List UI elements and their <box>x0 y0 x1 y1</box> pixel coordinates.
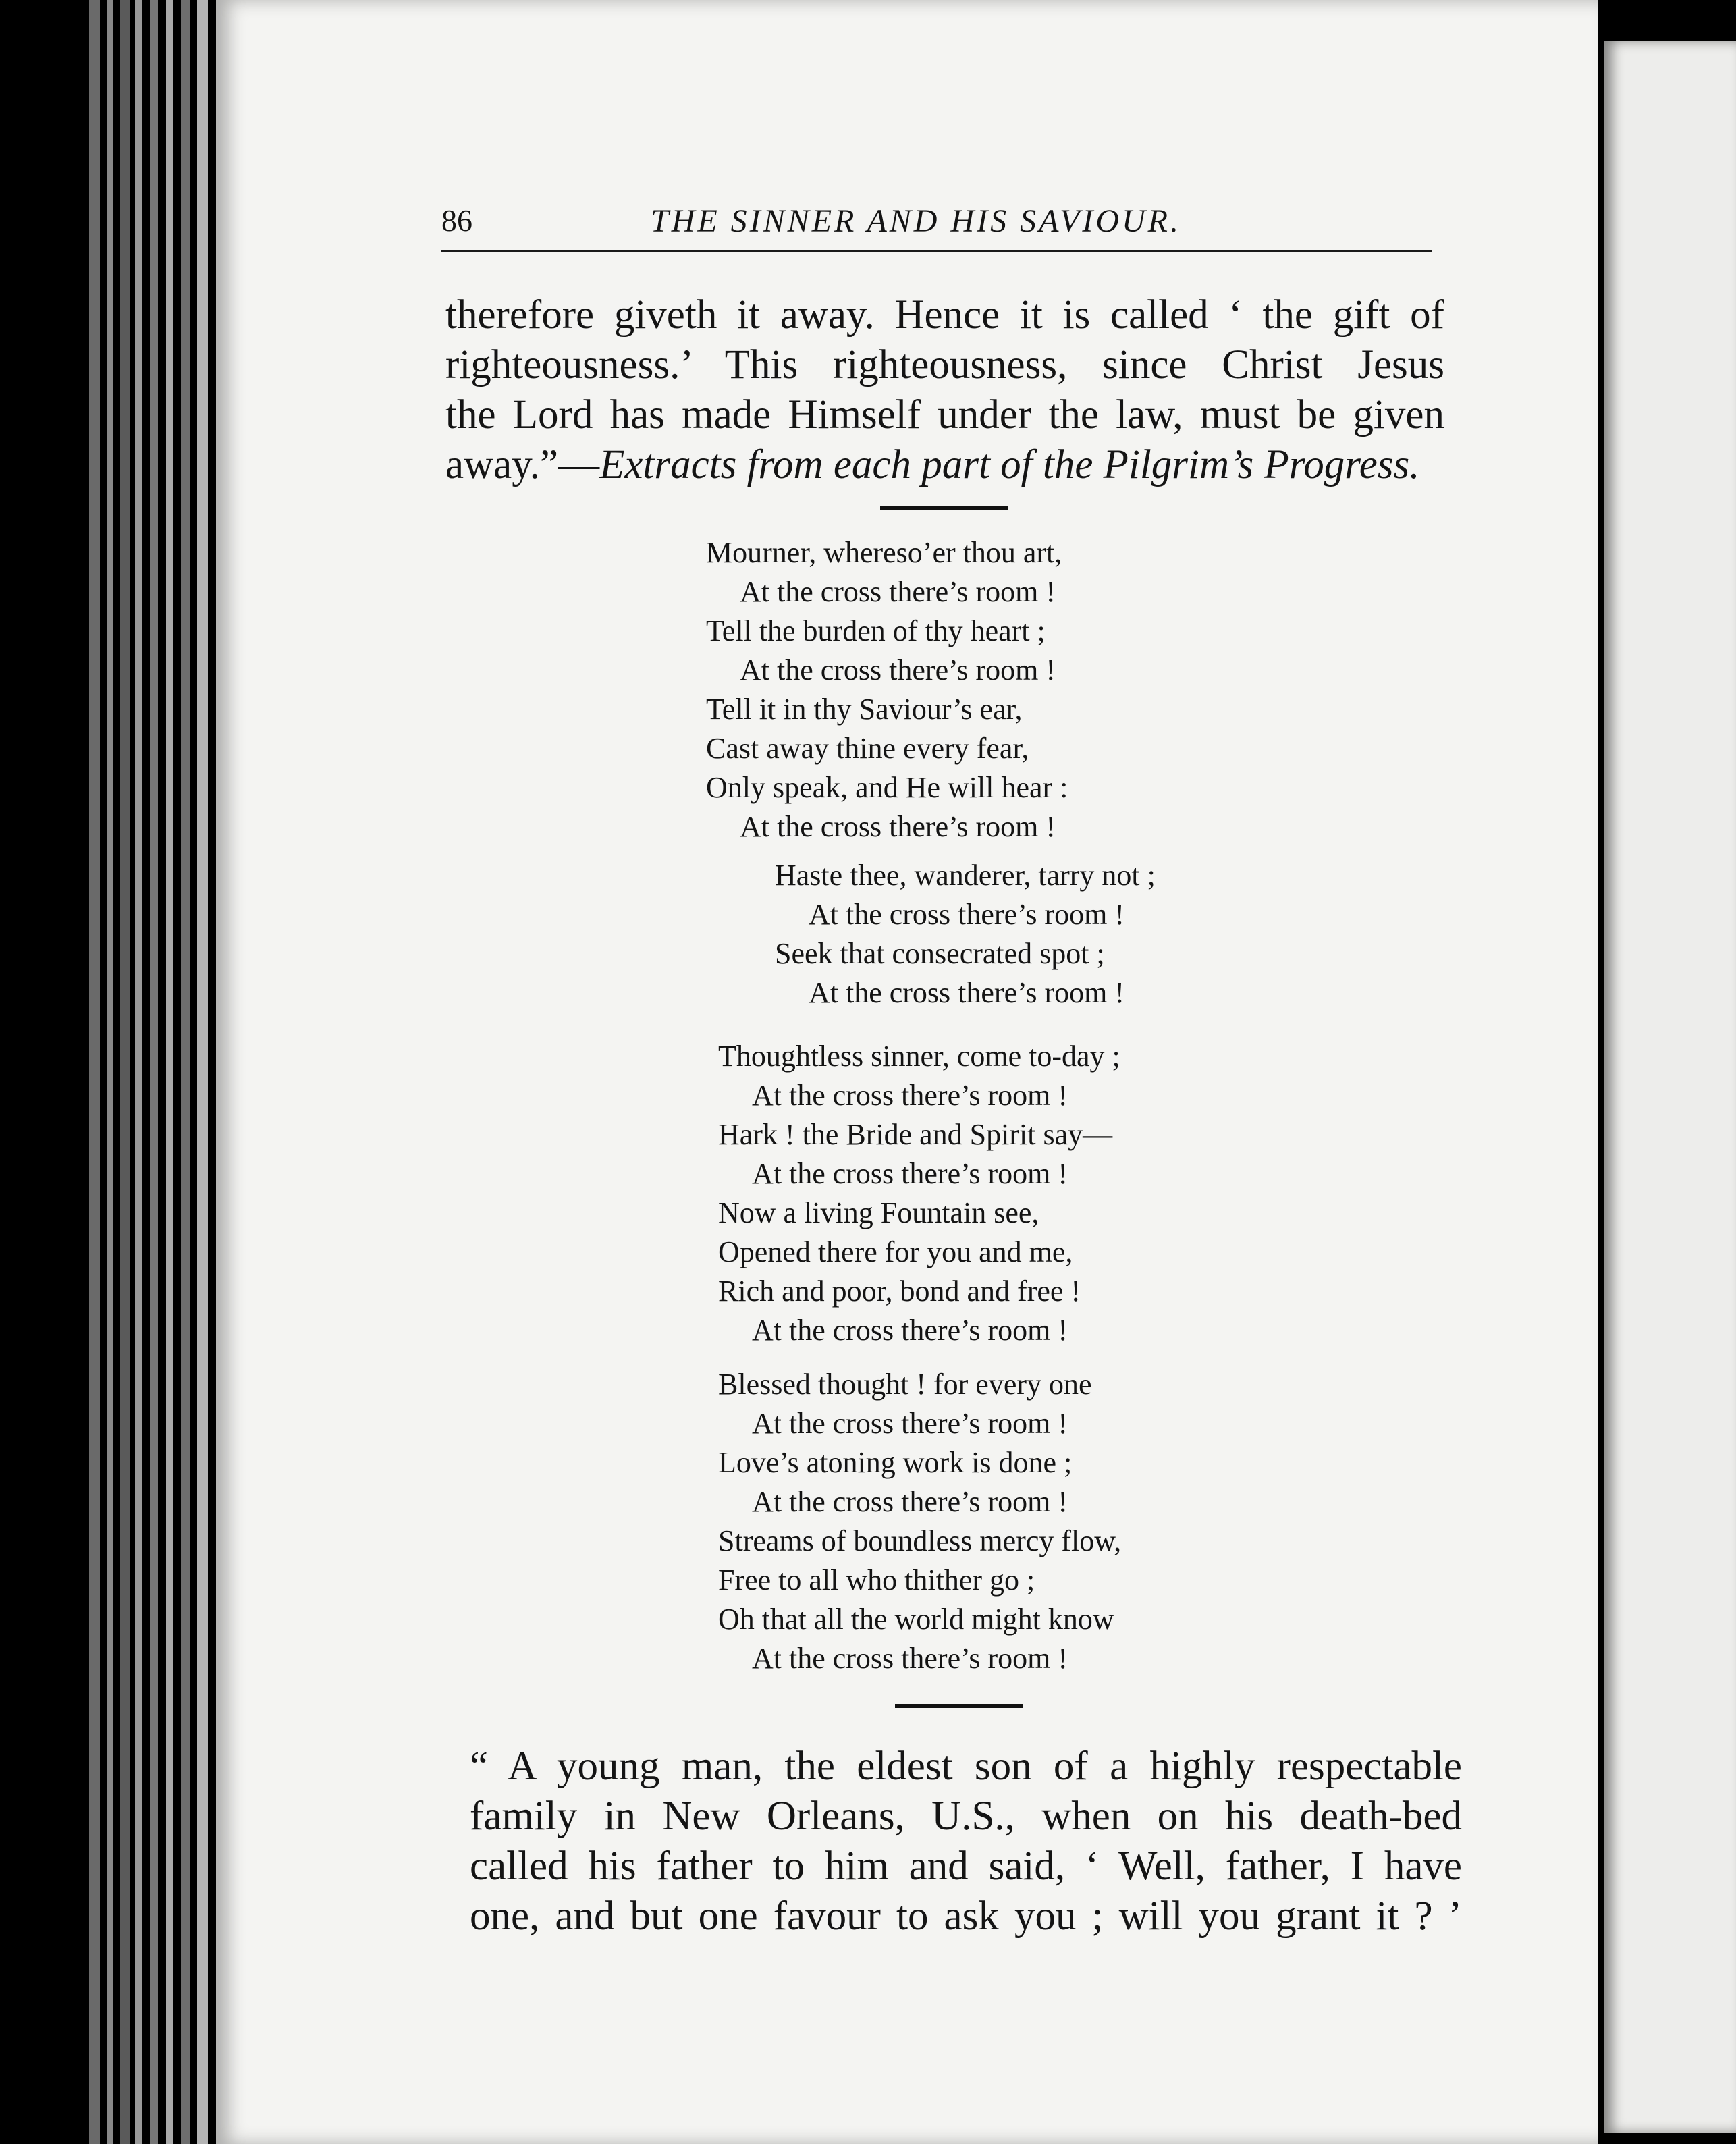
verse-line: Free to all who thither go ; <box>718 1563 1035 1597</box>
verse-line: Opened there for you and me, <box>718 1235 1073 1268</box>
hymn-stanza <box>718 1037 1120 1350</box>
page-number: 86 <box>441 203 472 238</box>
page-edge <box>166 0 173 2144</box>
page-header <box>441 203 1434 257</box>
page-edge <box>120 0 130 2144</box>
hymn-stanza <box>775 856 1156 1013</box>
verse-line: At the cross there’s room ! <box>809 976 1124 1009</box>
verse-line: Oh that all the world might know <box>718 1603 1114 1636</box>
header-rule <box>441 250 1432 252</box>
paragraph-line: righteousness.’ This righteousness, since Christ Jesus <box>445 342 1444 387</box>
section-separator <box>895 1704 1023 1708</box>
verse-line: Thoughtless sinner, come to-day ; <box>718 1040 1120 1073</box>
page-edge <box>181 0 190 2144</box>
verse-line: At the cross there’s room ! <box>752 1079 1068 1112</box>
verse-line: Cast away thine every fear, <box>706 732 1029 765</box>
verse-line: Now a living Fountain see, <box>718 1196 1039 1229</box>
verse-line: Seek that consecrated spot ; <box>775 937 1105 970</box>
hymn-stanza <box>706 533 1068 847</box>
paragraph-line: “ A young man, the eldest son of a highly respectable <box>470 1744 1462 1789</box>
verse-line: At the cross there’s room ! <box>740 653 1056 687</box>
verse-line: At the cross there’s room ! <box>740 810 1056 843</box>
paragraph-text: away.”— <box>445 442 600 487</box>
page-edge <box>89 0 100 2144</box>
page-edge <box>197 0 208 2144</box>
verse-line: Haste thee, wanderer, tarry not ; <box>775 859 1156 892</box>
verse-line: At the cross there’s room ! <box>752 1485 1068 1518</box>
verse-line: Hark ! the Bride and Spirit say— <box>718 1118 1113 1151</box>
hymn-stanza <box>718 1365 1121 1678</box>
paragraph-line: called his father to him and said, ‘ Well, father, I have <box>470 1844 1462 1889</box>
page-edge <box>135 0 142 2144</box>
source-citation: Extracts from each part of the Pilgrim’s Progress. <box>599 442 1420 487</box>
verse-line: At the cross there’s room ! <box>740 575 1056 608</box>
verse-line: Tell it in thy Saviour’s ear, <box>706 693 1023 726</box>
verse-line: At the cross there’s room ! <box>752 1314 1068 1347</box>
paragraph-line <box>445 440 1444 490</box>
verse-line: Rich and poor, bond and free ! <box>718 1275 1081 1308</box>
verse-line: At the cross there’s room ! <box>752 1642 1068 1675</box>
verse-line: Mourner, whereso’er thou art, <box>706 536 1062 569</box>
facing-page-edge <box>1604 41 1736 2133</box>
verse-line: Blessed thought ! for every one <box>718 1368 1092 1401</box>
closing-paragraph <box>470 1742 1462 1941</box>
page-edge <box>150 0 158 2144</box>
verse-line: At the cross there’s room ! <box>752 1407 1068 1440</box>
verse-line: Tell the burden of thy heart ; <box>706 614 1046 647</box>
paragraph-line: family in New Orleans, U.S., when on his death-bed <box>470 1794 1462 1839</box>
running-title: THE SINNER AND HIS SAVIOUR. <box>651 203 1181 239</box>
paragraph-line: one, and but one favour to ask you ; will you grant it ? ’ <box>470 1894 1462 1939</box>
verse-line: Love’s atoning work is done ; <box>718 1446 1073 1479</box>
paragraph-line: the Lord has made Himself under the law, must be given <box>445 392 1444 437</box>
section-separator <box>880 506 1008 510</box>
verse-line: Streams of boundless mercy flow, <box>718 1524 1122 1557</box>
paragraph-line: therefore giveth it away. Hence it is called ‘ the gift of <box>445 292 1444 338</box>
verse-line: At the cross there’s room ! <box>752 1157 1068 1190</box>
page-edge <box>107 0 113 2144</box>
intro-paragraph <box>445 290 1444 490</box>
verse-line: Only speak, and He will hear : <box>706 771 1068 804</box>
verse-line: At the cross there’s room ! <box>809 898 1124 931</box>
